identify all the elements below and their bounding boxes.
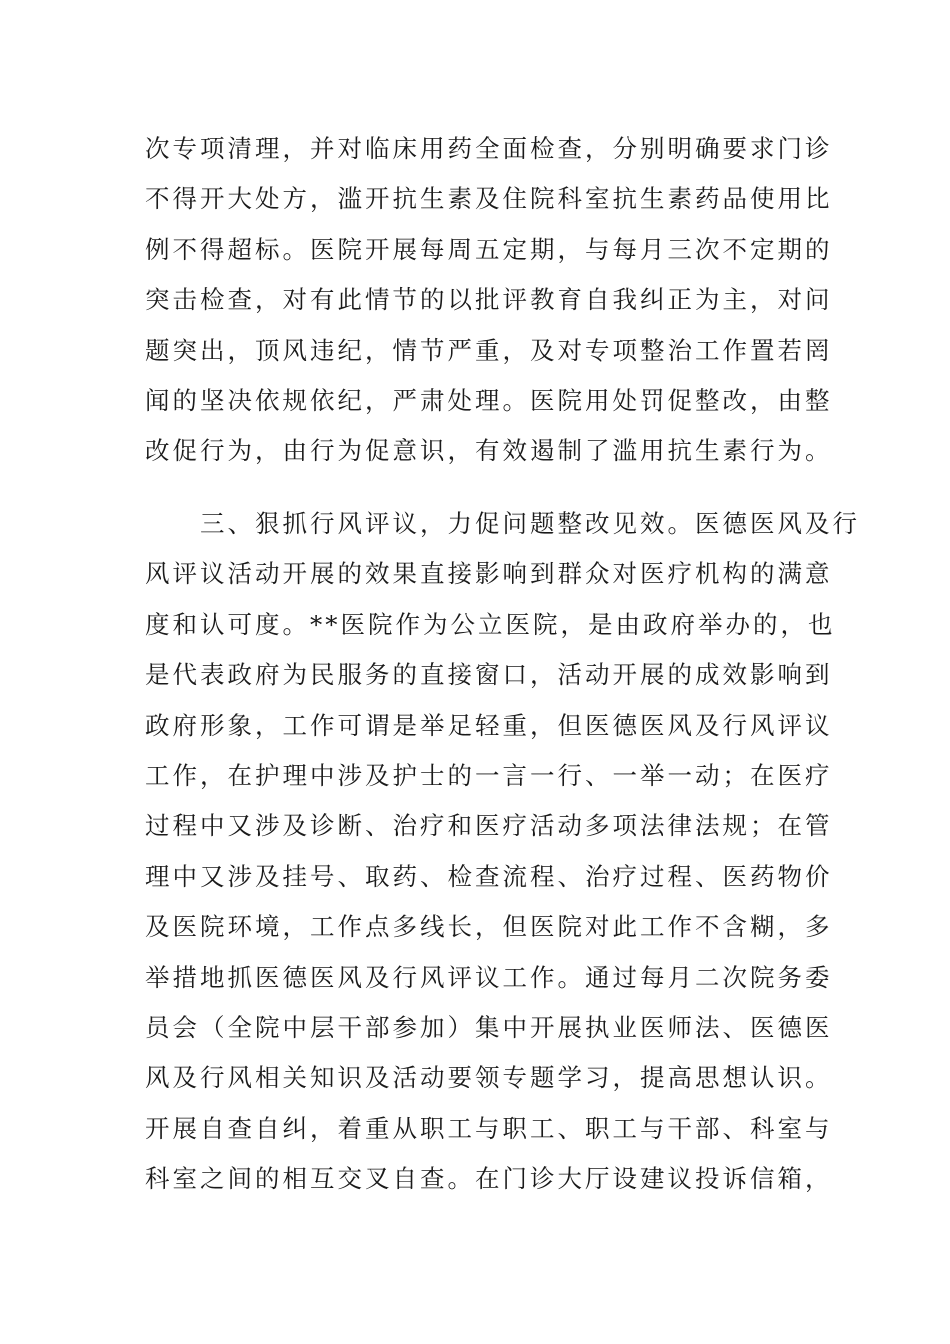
- text-line: 次专项清理，并对临床用药全面检查，分别明确要求门诊: [145, 134, 833, 163]
- text-line: 工作，在护理中涉及护士的一言一行、一举一动；在医疗: [145, 760, 833, 790]
- text-line: 题突出，顶风违纪，情节严重，及对专项整治工作置若罔: [145, 335, 833, 365]
- text-line: 三、狠抓行风评议，力促问题整改见效。医德医风及行: [145, 509, 860, 538]
- text-line: 改促行为，由行为促意识，有效遏制了滥用抗生素行为。: [145, 436, 833, 466]
- text-line: 政府形象，工作可谓是举足轻重，但医德医风及行风评议: [145, 710, 833, 740]
- text-line: 不得开大处方，滥开抗生素及住院科室抗生素药品使用比: [145, 184, 833, 214]
- text-line: 度和认可度。**医院作为公立医院，是由政府举办的，也: [145, 609, 836, 639]
- text-line: 过程中又涉及诊断、治疗和医疗活动多项法律法规；在管: [145, 811, 833, 841]
- text-line: 突击检查，对有此情节的以批评教育自我纠正为主，对问: [145, 285, 833, 315]
- text-line: 员会（全院中层干部参加）集中开展执业医师法、医德医: [145, 1012, 833, 1042]
- paragraph-antibiotic-inspection: [145, 124, 833, 477]
- text-line: 是代表政府为民服务的直接窗口，活动开展的成效影响到: [145, 660, 833, 690]
- text-line: 开展自查自纠，着重从职工与职工、职工与干部、科室与: [145, 1113, 833, 1143]
- text-line: 科室之间的相互交叉自查。在门诊大厅设建议投诉信箱，: [145, 1164, 833, 1194]
- paragraph-section-three-conduct-review: [145, 499, 860, 1204]
- text-line: 例不得超标。医院开展每周五定期，与每月三次不定期的: [145, 234, 833, 264]
- text-line: 风及行风相关知识及活动要领专题学习，提高思想认识。: [145, 1063, 833, 1093]
- text-line: 闻的坚决依规依纪，严肃处理。医院用处罚促整改，由整: [145, 385, 833, 415]
- text-line: 理中又涉及挂号、取药、检查流程、治疗过程、医药物价: [145, 861, 833, 891]
- text-line: 风评议活动开展的效果直接影响到群众对医疗机构的满意: [145, 559, 833, 589]
- text-line: 及医院环境，工作点多线长，但医院对此工作不含糊，多: [145, 912, 833, 942]
- text-line: 举措地抓医德医风及行风评议工作。通过每月二次院务委: [145, 962, 833, 992]
